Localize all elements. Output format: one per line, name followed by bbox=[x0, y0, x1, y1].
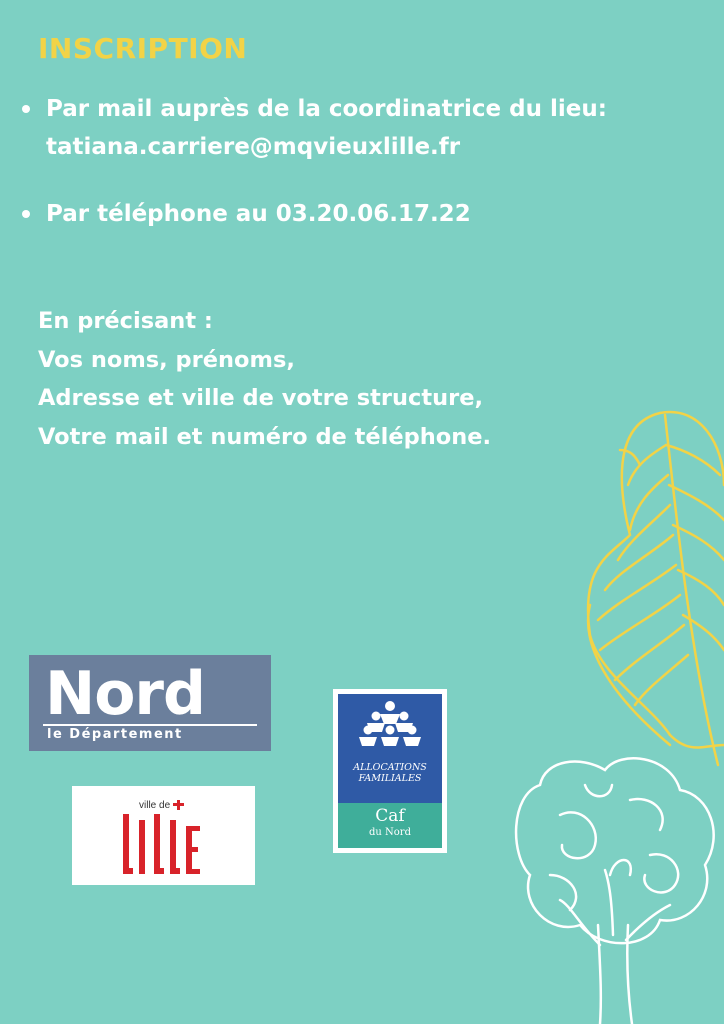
nord-departement-logo bbox=[29, 655, 271, 751]
details-line: Vos noms, prénoms, bbox=[38, 346, 295, 373]
bullet-dot-icon bbox=[22, 105, 30, 113]
list-item-email bbox=[20, 90, 720, 166]
list-item-phone bbox=[20, 195, 720, 233]
email-address-link[interactable]: tatiana.carriere@mqvieuxlille.fr bbox=[46, 134, 461, 160]
nord-logo-subtitle: le Département bbox=[47, 727, 183, 742]
ville-de-lille-logo bbox=[72, 786, 255, 885]
caf-logo-line1: ALLOCATIONS bbox=[353, 762, 427, 773]
leaf-illustration bbox=[588, 412, 724, 765]
phone-text: Par téléphone au 03.20.06.17.22 bbox=[46, 201, 471, 227]
lille-logo-graphic bbox=[72, 786, 255, 885]
email-intro-text: Par mail auprès de la coordinatrice du lieu: bbox=[46, 96, 607, 122]
details-line: Adresse et ville de votre structure, bbox=[38, 385, 484, 411]
lille-logo-small-text: ville de bbox=[139, 800, 171, 811]
bullet-dot-icon bbox=[22, 210, 30, 218]
caf-logo-line2: FAMILIALES bbox=[358, 773, 422, 784]
caf-logo-region: du Nord bbox=[369, 827, 411, 838]
caf-du-nord-logo bbox=[333, 689, 447, 853]
caf-logo-allocations bbox=[338, 762, 442, 784]
lille-cross-icon bbox=[173, 800, 184, 810]
nord-logo-word: Nord bbox=[45, 659, 205, 729]
tree-illustration bbox=[516, 758, 714, 1024]
details-block bbox=[38, 302, 491, 456]
lille-logo-word bbox=[123, 814, 200, 874]
details-line: Votre mail et numéro de téléphone. bbox=[38, 423, 492, 450]
caf-logo-name: Caf bbox=[375, 806, 405, 826]
details-line: En précisant : bbox=[38, 308, 213, 334]
caf-family-icon bbox=[338, 694, 442, 762]
page-title: INSCRIPTION bbox=[38, 32, 248, 65]
caf-logo-bottom bbox=[338, 803, 442, 848]
caf-logo-top bbox=[338, 694, 442, 803]
contact-list bbox=[20, 90, 720, 233]
leaf-tree-illustration bbox=[500, 405, 724, 1024]
